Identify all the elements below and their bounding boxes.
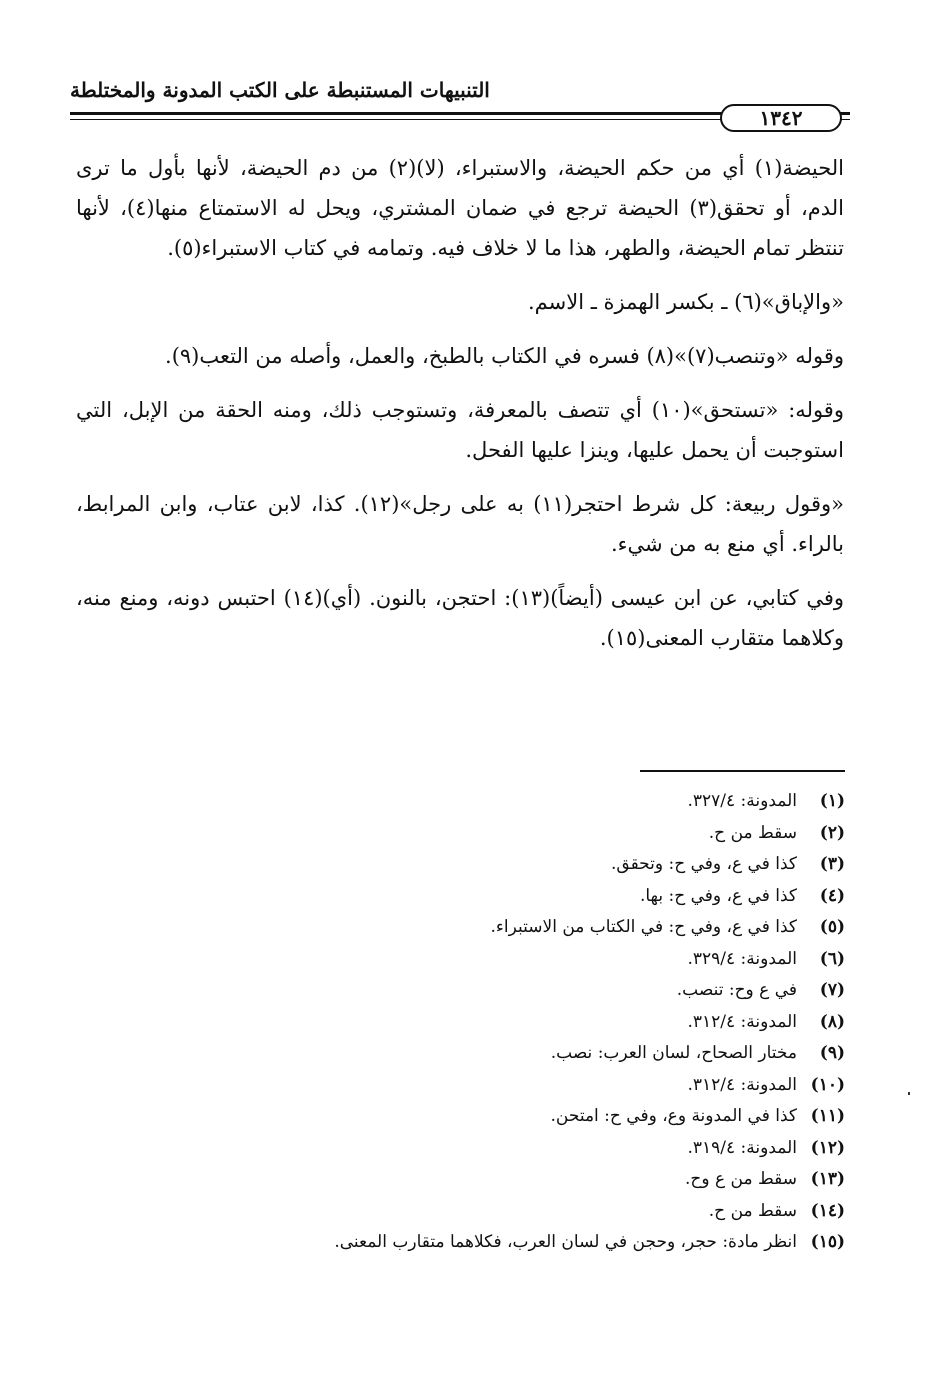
footnote bbox=[150, 818, 845, 850]
footnote-text: سقط من ح. bbox=[708, 822, 797, 843]
footnote bbox=[150, 1196, 845, 1228]
footnote bbox=[150, 975, 845, 1007]
footnote bbox=[150, 849, 845, 881]
footnote bbox=[150, 1007, 845, 1039]
footnotes bbox=[150, 786, 845, 1259]
footnote bbox=[150, 1038, 845, 1070]
footnote-number: (١٣) bbox=[810, 1169, 845, 1189]
footnote bbox=[150, 1101, 845, 1133]
footnote-number: (١) bbox=[819, 791, 845, 811]
footnote-number: (٧) bbox=[819, 980, 845, 1000]
footnote-number: (٩) bbox=[819, 1043, 845, 1063]
running-title: التنبيهات المستنبطة على الكتب المدونة والمختلطة bbox=[70, 78, 490, 102]
paragraph: الحيضة(١) أي من حكم الحيضة، والاستبراء، (لا)(٢) من دم الحيضة، لأنها بأول ما ترى الدم، أو تحقق(٣) الحيضة ترجع في ضمان المشتري، ويحل له الاستمتاع منها(٤)، لأنها تنتظر تمام الحيضة، والطهر، هذا ما لا خلاف فيه. وتمامه في كتاب الاستبراء(٥). bbox=[76, 156, 845, 260]
footnote bbox=[150, 1227, 845, 1259]
footnote-text: المدونة: ٣١٢/٤. bbox=[687, 1011, 797, 1032]
footnote-text: المدونة: ٣٢٧/٤. bbox=[687, 791, 797, 811]
footnote-number: (١٠) bbox=[810, 1074, 845, 1095]
page-header bbox=[70, 78, 850, 138]
footnote-text: في ع وح: تنصب. bbox=[676, 980, 797, 1000]
page-number: ١٣٤٢ bbox=[720, 104, 842, 132]
footnote-text: كذا في ع، وفي ح: وتحقق. bbox=[611, 854, 797, 874]
footnote-number: (١٥) bbox=[810, 1232, 845, 1252]
footnote-text: المدونة: ٣٢٩/٤. bbox=[687, 948, 797, 969]
footnote-text: كذا في ع، وفي ح: في الكتاب من الاستبراء. bbox=[490, 917, 797, 937]
footnote-text: المدونة: ٣١٩/٤. bbox=[687, 1137, 797, 1158]
footnote-text: سقط من ح. bbox=[708, 1200, 797, 1221]
footnote-number: (٥) bbox=[819, 917, 845, 937]
footnote bbox=[150, 1070, 845, 1102]
footnote-text: مختار الصحاح، لسان العرب: نصب. bbox=[550, 1043, 797, 1063]
footnote-number: (١٢) bbox=[810, 1137, 845, 1158]
paragraph: وقوله «وتنصب(٧)»(٨) فسره في الكتاب بالطبخ، والعمل، وأصله من التعب(٩). bbox=[165, 344, 844, 368]
paragraph: «والإباق»(٦) ـ بكسر الهمزة ـ الاسم. bbox=[527, 290, 844, 314]
paragraph: «وقول ربيعة: كل شرط احتجر(١١) به على رجل»(١٢). كذا، لابن عتاب، وابن المرابط، بالراء. أي منع به من شيء. bbox=[76, 492, 844, 556]
footnote bbox=[150, 1133, 845, 1165]
footnote-text: سقط من ع وح. bbox=[685, 1169, 797, 1189]
footnote bbox=[150, 912, 845, 944]
footnote bbox=[150, 944, 845, 976]
paragraph: وفي كتابي، عن ابن عيسى (أيضاً)(١٣): احتجن، بالنون. (أي)(١٤) احتبس دونه، ومنع منه، وكلاهما متقارب المعنى(١٥). bbox=[76, 586, 844, 650]
footnote-number: (٢) bbox=[819, 822, 845, 843]
footnote bbox=[150, 881, 845, 913]
footnote-number: (١١) bbox=[810, 1106, 845, 1126]
footnote-number: (٦) bbox=[819, 948, 845, 969]
footnote bbox=[150, 786, 845, 818]
footnote bbox=[150, 1164, 845, 1196]
footnote-number: (٤) bbox=[819, 885, 845, 906]
footnote-number: (٨) bbox=[819, 1011, 845, 1032]
footnote-text: المدونة: ٣١٢/٤. bbox=[687, 1074, 797, 1095]
footnote-separator bbox=[640, 770, 845, 772]
paragraph: وقوله: «تستحق»(١٠) أي تتصف بالمعرفة، وتستوجب ذلك، ومنه الحقة من الإبل، التي استوجبت أن يحمل عليها، وينزا عليها الفحل. bbox=[76, 398, 844, 462]
main-text bbox=[76, 148, 844, 672]
footnote-number: (٣) bbox=[819, 854, 845, 874]
footnote-text: انظر مادة: حجر، وحجن في لسان العرب، فكلاهما متقارب المعنى. bbox=[334, 1232, 797, 1252]
footnote-text: كذا في ع، وفي ح: بها. bbox=[639, 885, 797, 906]
footnote-text: كذا في المدونة وع، وفي ح: امتحن. bbox=[550, 1106, 797, 1126]
footnote-number: (١٤) bbox=[810, 1200, 845, 1221]
scan-speck bbox=[908, 1092, 910, 1095]
